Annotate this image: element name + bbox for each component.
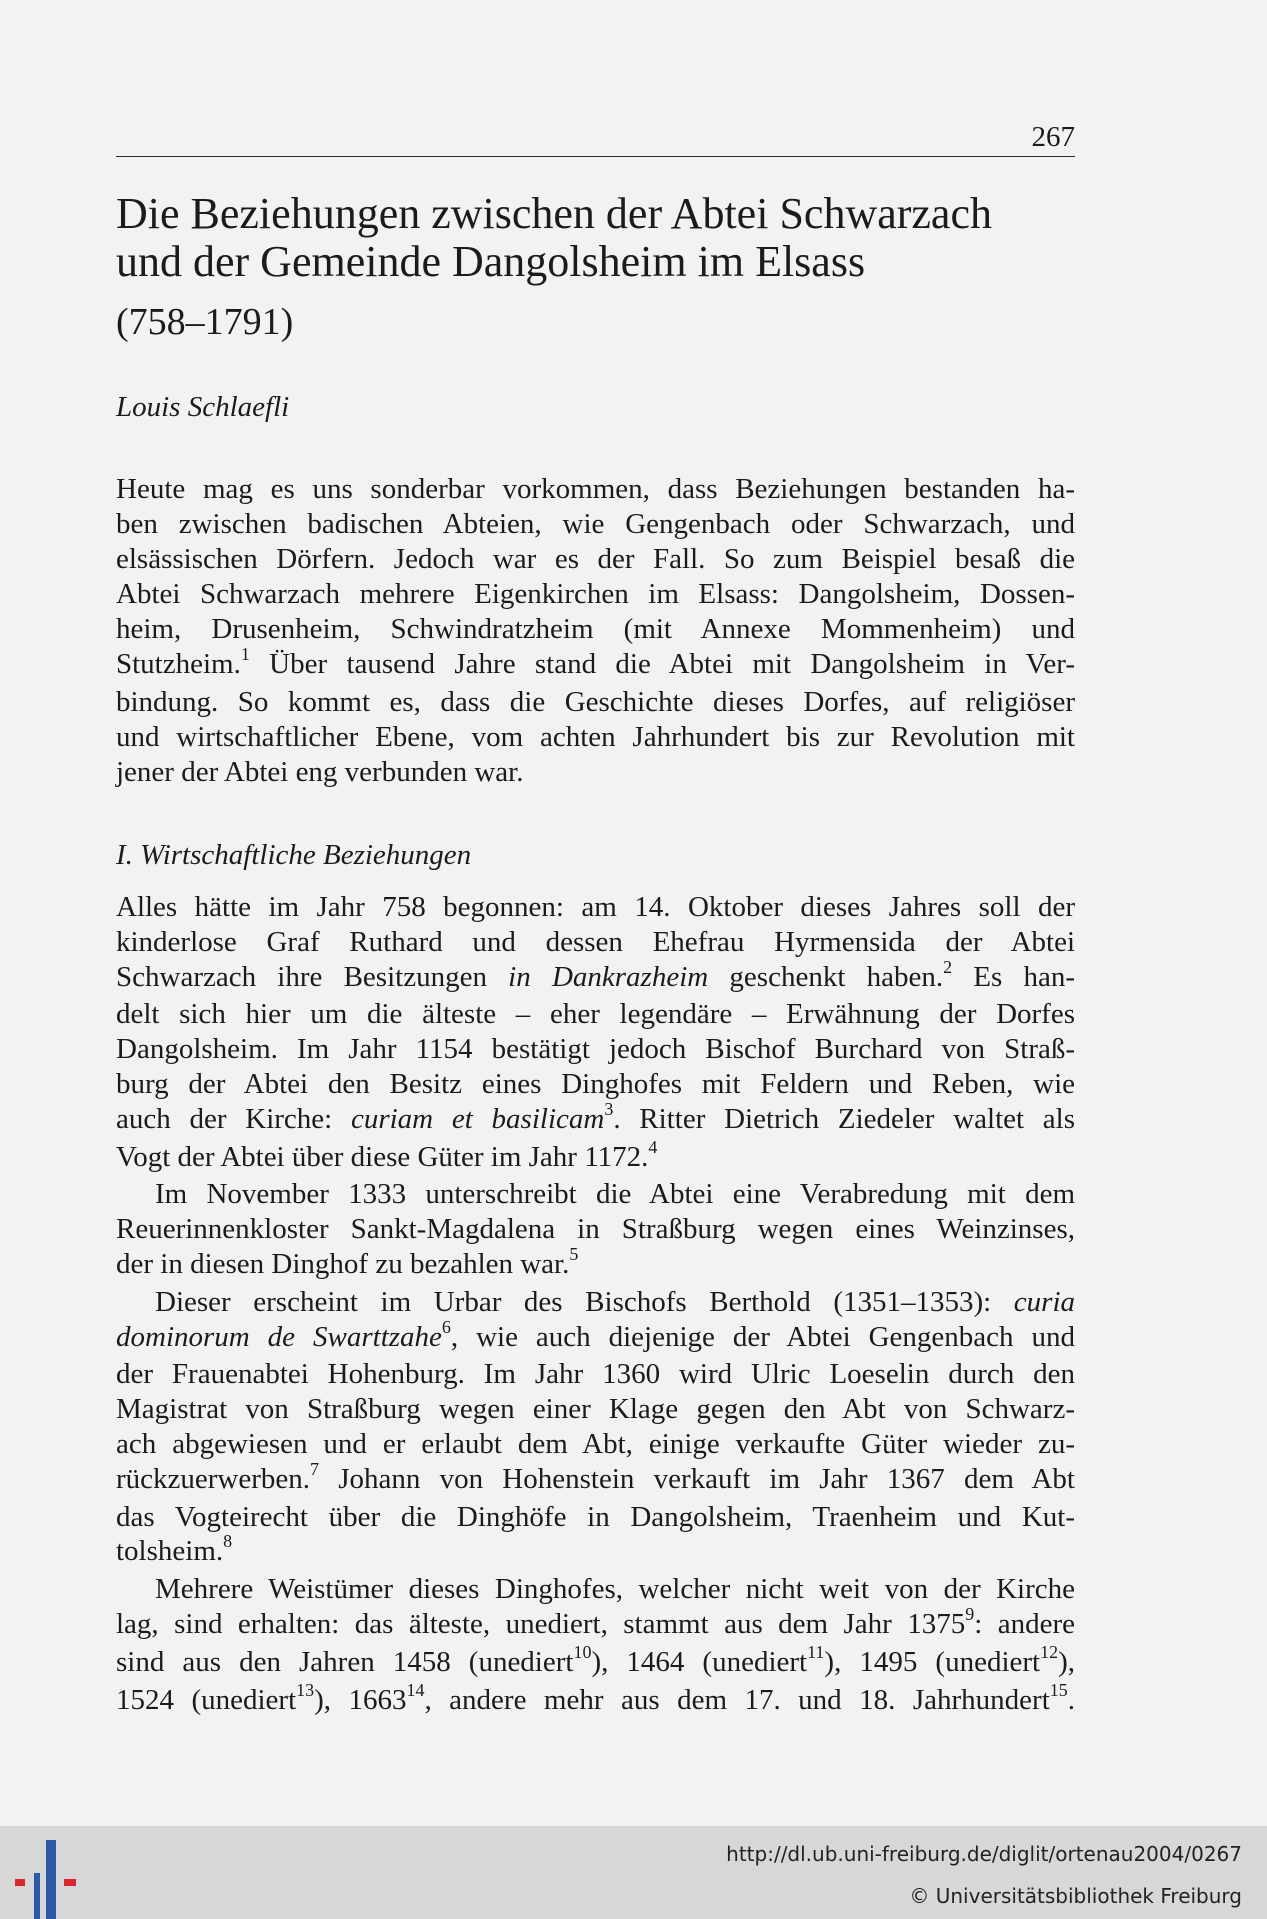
text-run: der Frauenabtei Hohenburg. Im Jahr 1360 wird Ulric Loeselin durch den: [116, 1358, 1075, 1391]
text-line: [116, 925, 1075, 960]
text-run: auch der Kirche:: [116, 1102, 351, 1135]
section-text: [116, 890, 1075, 1720]
text-run: , andere mehr aus dem 17. und 18. Jahrhundert: [424, 1683, 1050, 1716]
intro-text: [116, 472, 1075, 790]
text-line: [116, 1500, 1075, 1535]
italic-text: curiam et basilicam: [350, 1102, 605, 1135]
footnote-ref: 1: [240, 644, 250, 665]
text-run: Dangolsheim. Im Jahr 1154 bestätigt jedoch Bischof Burchard von Straß-: [116, 1033, 1075, 1066]
text-run: Abtei Schwarzach mehrere Eigenkirchen im Elsass: Dangolsheim, Dossen-: [116, 578, 1075, 610]
text-run: sind aus den Jahren 1458 (unediert: [116, 1645, 574, 1678]
text-line: [116, 1067, 1075, 1102]
text-run: Heute mag es uns sonderbar vorkommen, dass Beziehungen bestanden ha-: [116, 473, 1075, 505]
text-run: Stutzheim.: [116, 648, 241, 680]
text-run: rückzuerwerben.: [116, 1462, 311, 1495]
text-line: [116, 685, 1075, 720]
text-line: [116, 1427, 1075, 1462]
text-run: ), 1464 (unediert: [591, 1645, 808, 1678]
text-run: Alles hätte im Jahr 758 begonnen: am 14. Oktober dieses Jahres soll der: [116, 891, 1075, 923]
text-line: [116, 1136, 1075, 1178]
text-run: der in diesen Dinghof zu bezahlen war.: [116, 1247, 570, 1280]
text-run: . Ritter Dietrich Ziedeler waltet als: [613, 1102, 1076, 1135]
text-line: [116, 577, 1075, 612]
text-line: [116, 1285, 1075, 1320]
text-run: und wirtschaftlicher Ebene, vom achten Jahrhundert bis zur Revolution mit: [116, 721, 1075, 753]
paragraph: [116, 472, 1075, 790]
footnote-ref: 8: [223, 1531, 233, 1552]
title-line: Die Beziehungen zwischen der Abtei Schwarzach: [116, 189, 992, 238]
text-line: [116, 1212, 1075, 1247]
text-run: Mehrere Weistümer dieses Dinghofes, welcher nicht weit von der Kirche: [155, 1573, 1075, 1606]
text-run: : andere: [974, 1607, 1075, 1640]
text-line: [116, 1458, 1075, 1500]
text-line: [116, 956, 1076, 998]
section-heading: I. Wirtschaftliche Beziehungen: [116, 839, 472, 871]
text-run: Es han-: [952, 960, 1076, 993]
text-run: ),: [1058, 1645, 1075, 1678]
text-run: ach abgewiesen und er erlaubt dem Abt, einige verkaufte Güter wieder zu-: [116, 1427, 1075, 1460]
italic-text: in Dankrazheim: [508, 960, 709, 993]
text-run: heim, Drusenheim, Schwindratzheim (mit Annexe Mommenheim) und: [116, 613, 1075, 645]
footnote-ref: 10: [573, 1641, 592, 1662]
text-run: geschenkt haben.: [708, 960, 944, 993]
article-title: [116, 190, 992, 286]
copyright-notice: © Universitätsbibliothek Freiburg: [909, 1884, 1242, 1908]
paragraph: [116, 1177, 1075, 1284]
permalink-url: http://dl.ub.uni-freiburg.de/diglit/ortenau2004/0267: [726, 1842, 1242, 1866]
text-line: [116, 1098, 1076, 1140]
header-rule: [116, 156, 1075, 157]
text-run: delt sich hier um die älteste – eher legendäre – Erwähnung der Dorfes: [116, 998, 1075, 1031]
footer-bar: [0, 1826, 1267, 1919]
footnote-ref: 12: [1040, 1641, 1059, 1662]
footnote-ref: 3: [604, 1098, 614, 1119]
footnote-ref: 6: [441, 1316, 451, 1337]
text-line: [116, 890, 1075, 925]
text-run: Dieser erscheint im Urbar des Bischofs Berthold (1351–1353):: [155, 1285, 1014, 1318]
text-line: [116, 644, 1075, 685]
text-run: burg der Abtei den Besitz eines Dinghofes mit Feldern und Reben, wie: [116, 1067, 1075, 1100]
text-run: elsässischen Dörfern. Jedoch war es der Fall. So zum Beispiel besaß die: [116, 543, 1075, 575]
author-name: Louis Schlaefli: [116, 391, 290, 423]
text-line: [116, 1679, 1075, 1721]
paragraph: [116, 890, 1075, 1177]
footnote-ref: 2: [943, 956, 953, 977]
text-line: [116, 1392, 1075, 1427]
text-line: [116, 1572, 1075, 1607]
text-run: lag, sind erhalten: das älteste, unediert, stammt aus dem Jahr 1375: [116, 1607, 966, 1640]
italic-text: dominorum de Swarttzahe: [116, 1320, 442, 1353]
text-line: [116, 612, 1075, 647]
text-line: [116, 507, 1075, 542]
text-line: [116, 755, 1075, 790]
text-run: ), 1495 (unediert: [824, 1645, 1041, 1678]
paragraph: [116, 1572, 1075, 1720]
text-line: [116, 1357, 1075, 1392]
text-line: [116, 542, 1075, 577]
paragraph: [116, 1285, 1075, 1572]
article-dates: (758–1791): [116, 301, 294, 343]
text-line: [116, 1032, 1075, 1067]
text-run: das Vogteirecht über die Dinghöfe in Dangolsheim, Traenheim und Kut-: [116, 1500, 1075, 1533]
text-run: Vogt der Abtei über diese Güter im Jahr 1172.: [116, 1140, 649, 1173]
text-run: ben zwischen badischen Abteien, wie Gengenbach oder Schwarzach, und: [116, 508, 1075, 540]
text-line: [116, 720, 1075, 755]
text-run: Johann von Hohenstein verkauft im Jahr 1367 dem Abt: [319, 1462, 1075, 1495]
text-run: Schwarzach ihre Besitzungen: [116, 960, 509, 993]
footnote-ref: 13: [296, 1679, 315, 1700]
text-line: [116, 1604, 1075, 1645]
italic-text: curia: [1013, 1285, 1075, 1318]
page-number: 267: [1031, 121, 1075, 153]
text-run: Reuerinnenkloster Sankt-Magdalena in Straßburg wegen eines Weinzinses,: [116, 1213, 1075, 1246]
title-line: und der Gemeinde Dangolsheim im Elsass: [116, 237, 866, 286]
text-line: [116, 1177, 1075, 1212]
text-run: .: [1067, 1683, 1075, 1716]
text-line: [116, 1316, 1075, 1358]
text-run: Über tausend Jahre stand die Abtei mit Dangolsheim in Ver-: [249, 648, 1075, 680]
footnote-ref: 14: [406, 1679, 425, 1700]
footnote-ref: 15: [1049, 1679, 1068, 1700]
text-run: Im November 1333 unterschreibt die Abtei eine Verabredung mit dem: [155, 1178, 1075, 1211]
text-line: [116, 472, 1075, 507]
text-run: , wie auch diejenige der Abtei Gengenbach und: [450, 1320, 1075, 1353]
text-run: tolsheim.: [116, 1535, 224, 1568]
text-run: Magistrat von Straßburg wegen einer Klage gegen den Abt von Schwarz-: [116, 1393, 1075, 1426]
ub-freiburg-logo-icon: [10, 1840, 82, 1919]
text-run: jener der Abtei eng verbunden war.: [116, 756, 524, 788]
text-run: 1524 (unediert: [116, 1683, 297, 1716]
text-run: kinderlose Graf Ruthard und dessen Ehefrau Hyrmensida der Abtei: [116, 925, 1075, 958]
footnote-ref: 11: [807, 1641, 825, 1662]
footnote-ref: 5: [569, 1244, 579, 1265]
footnote-ref: 9: [965, 1604, 975, 1624]
text-line: [116, 1244, 1075, 1285]
footnote-ref: 7: [310, 1458, 320, 1479]
text-line: [116, 1531, 1075, 1572]
text-run: bindung. So kommt es, dass die Geschichte dieses Dorfes, auf religiöser: [116, 686, 1075, 718]
text-line: [116, 1641, 1075, 1683]
text-line: [116, 997, 1075, 1032]
footnote-ref: 4: [648, 1136, 658, 1157]
text-run: ), 1663: [314, 1683, 407, 1716]
